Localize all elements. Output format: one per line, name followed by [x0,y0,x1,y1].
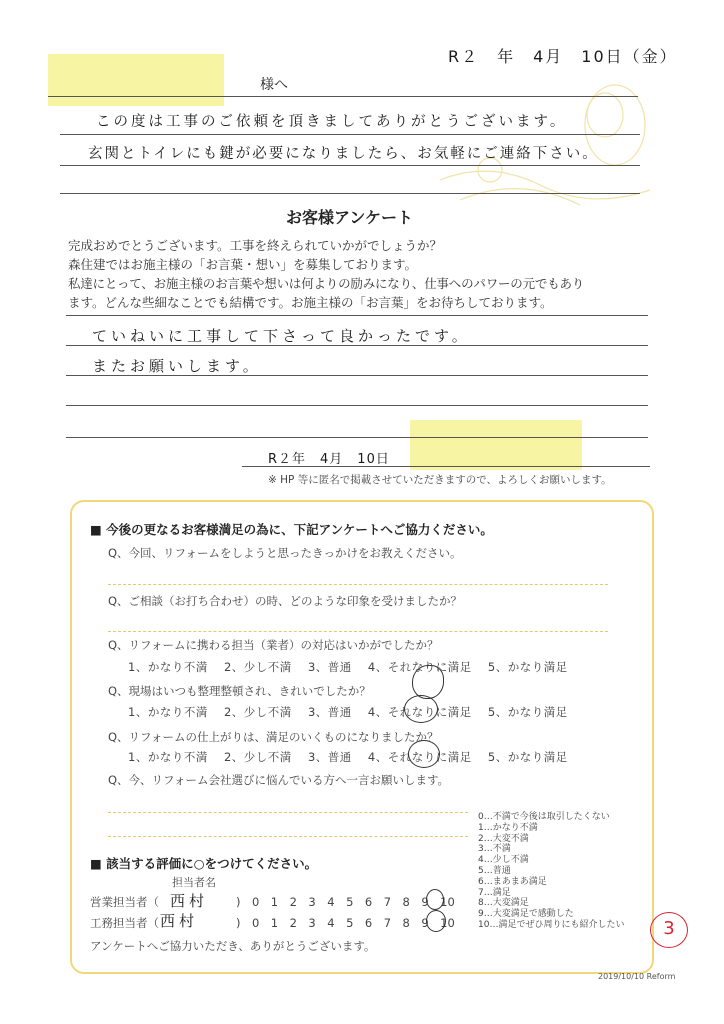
legend-item: 4…少し不満 [478,855,529,866]
intro-line-3: 私達にとって、お施主様のお言葉や想いは何よりの励みになり、仕事へのパワーの元でもあり [68,276,585,291]
reply-date-rule [242,466,650,467]
question-3: Q、リフォームに携わる担当（業者）の対応はいかがでしたか？ [108,638,439,652]
name-redaction [48,54,224,106]
sales-staff-label: 営業担当者（ [90,895,159,909]
legend-item: 5…普通 [478,865,511,876]
message-line-1: この度は工事のご依頼を頂きましてありがとうございます。 [96,114,568,130]
publication-note: ※ HP 等に匿名で掲載させていただきますので、よろしくお願いします。 [268,474,612,486]
customer-reply-2: またお願いします。 [92,357,262,375]
intro-line-2: 森住建ではお施主様の「お言葉・想い」を募集しております。 [68,257,418,272]
survey-title: お客様アンケート [286,208,414,227]
answer-circle-5 [408,740,440,768]
reply-rule-4 [66,405,648,406]
message-rule-2 [60,165,640,166]
reply-rule-2 [66,345,648,346]
answer-circle-3 [412,665,444,699]
header-date: R２ 年 4月 10日（金） [448,47,678,66]
staff-name-label: 担当者名 [172,876,216,889]
question-5: Q、リフォームの仕上がりは、満足のいくものになりましたか？ [108,730,439,744]
customer-reply-1: ていねいに工事して下さって良かったです。 [92,327,471,345]
legend-item: 2…大変不満 [478,833,529,844]
message-line-2: 玄関とトイレにも鍵が必要になりましたら、お気軽にご連絡下さい。 [88,146,599,162]
footer-code: 2019/10/10 Reform [598,972,676,981]
question-6: Q、今、リフォーム会社選びに悩んでいる方へ一言お願いします。 [108,773,450,787]
intro-line-1: 完成おめでとうございます。工事を終えられていかがでしょうか？ [68,238,443,253]
question-4: Q、現場はいつも整理整頓され、きれいでしたか？ [108,684,371,698]
answer-line-2 [108,631,608,632]
thanks-message: アンケートへご協力いただき、ありがとうございます。 [90,939,376,953]
legend-item: 10…満足でぜひ周りにも紹介したい [478,919,625,930]
legend-item: 7…満足 [478,887,511,898]
reply-rule-3 [66,375,648,376]
answer-line-6b [108,836,468,837]
message-rule-1 [60,134,640,135]
question-2: Q、ご相談（お打ち合わせ）の時、どのような印象を受けましたか？ [108,594,463,608]
options-4: 1、かなり不満 2、少し不満 3、普通 4、それなりに満足 5、かなり満足 [128,705,568,719]
question-1: Q、今回、リフォームをしようと思ったきっかけをお教えください。 [108,546,462,560]
red-number-stamp [650,912,688,948]
work-rating-circle [426,910,446,932]
options-3: 1、かなり不満 2、少し不満 3、普通 4、それなりに満足 5、かなり満足 [128,660,568,674]
answer-line-1 [108,584,608,585]
legend-item: 0…不満で今後は取引したくない [478,812,610,822]
legend-item: 1…かなり不満 [478,822,538,833]
message-rule-3 [60,193,640,194]
answer-circle-4 [404,695,438,723]
legend-item: 8…大変満足 [478,898,529,909]
rating-legend [478,812,624,931]
name-line [48,96,638,97]
answer-line-6a [108,812,468,813]
work-staff-name: 西村 [160,912,199,930]
stamp-text: 3 [663,918,675,939]
reply-date: R２年 4月 10日 [268,452,390,467]
legend-item: 6…まあまあ満足 [478,876,547,887]
work-rating-scale: ) 0 1 2 3 4 5 6 7 8 9 10 [236,916,455,930]
sales-rating-circle [426,889,444,910]
intro-line-4: ます。どんな些細なことでも結構です。お施主様の「お言葉」をお待ちしております。 [68,295,553,310]
reply-rule-1 [66,315,648,316]
sales-rating-scale: ) 0 1 2 3 4 5 6 7 8 9 10 [236,895,455,909]
signature-redaction [410,420,582,470]
sales-staff-name: 西村 [170,892,209,910]
honorific: 様へ [260,77,288,93]
rating-heading: ■ 該当する評価に○をつけてください。 [90,856,318,871]
legend-item: 3…不満 [478,844,511,855]
questionnaire-heading: ■ 今後の更なるお客様満足の為に、下記アンケートへご協力ください。 [90,522,493,537]
legend-item: 9…大変満足で感動した [478,909,574,920]
options-5: 1、かなり不満 2、少し不満 3、普通 4、それなりに満足 5、かなり満足 [128,750,568,764]
work-staff-label: 工務担当者（ [90,916,159,930]
reply-rule-5 [66,437,648,438]
